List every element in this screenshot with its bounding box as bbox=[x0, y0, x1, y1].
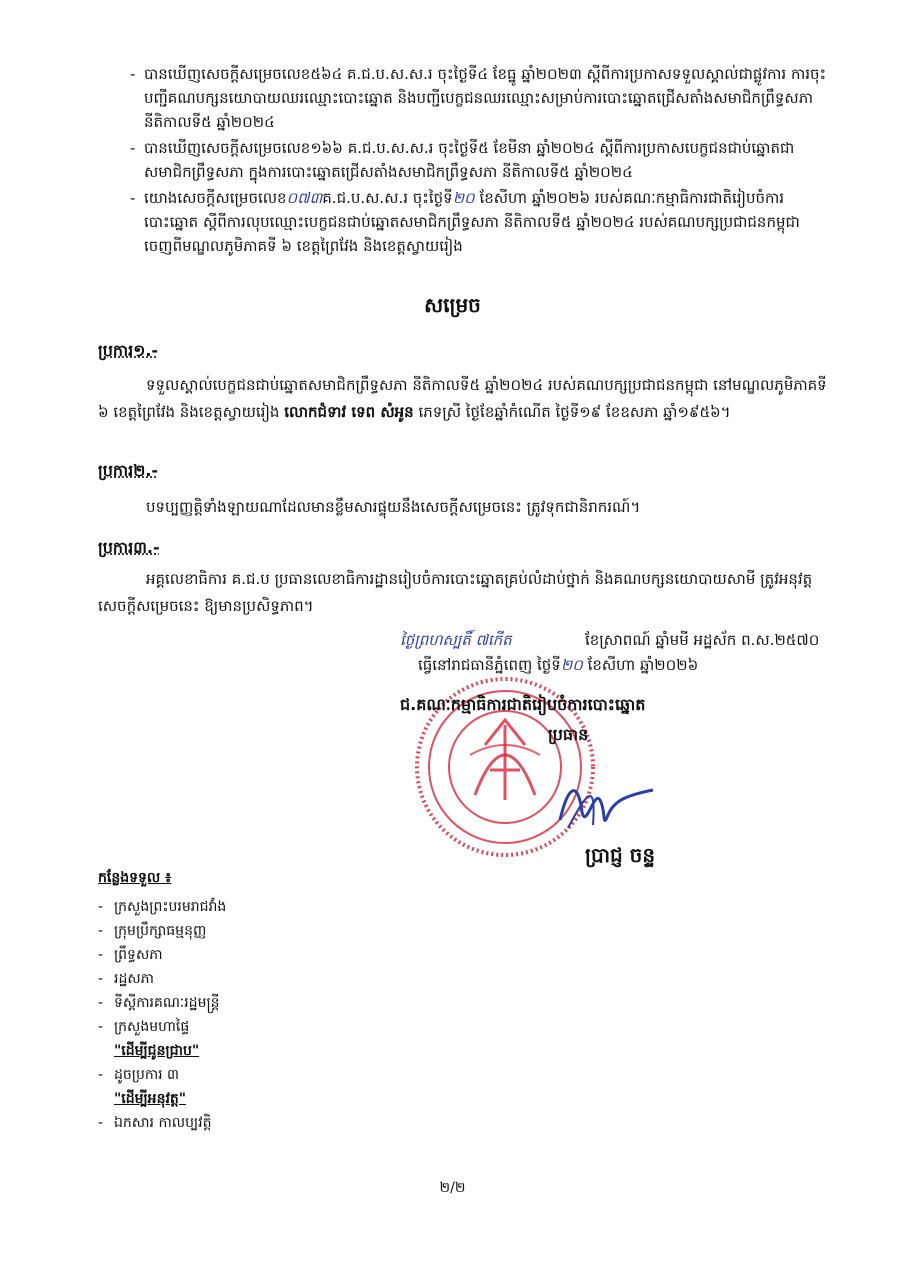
article-1-body: ទទួលស្គាល់បេក្ខជនជាប់ឆ្នោតសមាជិកព្រឹទ្ធសភា នីតិកាលទី៥ ឆ្នាំ២០២៤ របស់គណបក្សប្រជាជនកម្ពុជា នៅមណ្ឌលភូមិភាគទី ៦ ខេត្តព្រៃវែង និងខេត្តស្វាយរៀង លោកជំទាវ ទេព សំអូន ភេទស្រី ថ្ងៃខែឆ្នាំកំណើត ថ្ងៃទី១៩ ខែឧសភា ឆ្នាំ១៩៥៦។ bbox=[98, 376, 827, 421]
preamble-item: - បានឃើញសេចក្ដីសម្រេចលេខ៥៦៤ គ.ជ.ប.ស.ស.រ ចុះថ្ងៃទី៤ ខែធ្នូ ឆ្នាំ២០២៣ ស្ដីពីការប្រកាសទទួលស្គាល់ជាផ្លូវការ ការចុះបញ្ជីគណបក្សនយោបាយឈរឈ្មោះបោះឆ្នោត និងបញ្ជីបេក្ខជនឈរឈ្មោះសម្រាប់ការបោះឆ្នោតជ្រើសតាំងសមាជិកព្រឹទ្ធសភា នីតិកាលទី៥ ឆ្នាំ២០២៤ bbox=[130, 62, 830, 134]
article-1-title: ប្រការ១.- bbox=[98, 341, 159, 360]
preamble-text: បានឃើញសេចក្ដីសម្រេចលេខ១៦៦ គ.ជ.ប.ស.ស.រ ចុះថ្ងៃទី៥ ខែមីនា ឆ្នាំ២០២៤ ស្ដីពីការប្រកាសបេក្ខជនជាប់ឆ្នោតជាសមាជិកព្រឹទ្ធសភា ក្នុងការបោះឆ្នោតជ្រើសតាំងសមាជិកព្រឹទ្ធសភា នីតិកាលទី៥ ឆ្នាំ២០២៤ bbox=[144, 139, 795, 181]
signer-role: ប្រធាន bbox=[548, 725, 589, 744]
list-item: - ក្រសួងព្រះបរមរាជវាំង bbox=[98, 899, 227, 915]
preamble-item: - យោងសេចក្ដីសម្រេចលេខ០៧៣គ.ជ.ប.ស.ស.រ ចុះថ្ងៃទី២០ ខែសីហា ឆ្នាំ២០២៦ របស់គណៈកម្មាធិការជាតិរៀបចំការបោះឆ្នោត ស្ដីពីការលុបឈ្មោះបេក្ខជនជាប់ឆ្នោតសមាជិកព្រឹទ្ធសភា នីតិកាលទី៥ ឆ្នាំ២០២៤ របស់គណបក្សប្រជាជនកម្ពុជា ចេញពីមណ្ឌលភូមិភាគទី ៦ ខេត្តព្រៃវែង និងខេត្តស្វាយរៀង bbox=[130, 186, 830, 258]
list-item-note: "ដើម្បីជូនជ្រាប" bbox=[114, 1043, 200, 1059]
solar-date: ធ្វើនៅរាជធានីភ្នំពេញ ថ្ងៃទី២០ ខែសីហា ឆ្នាំ២០២៦ bbox=[418, 656, 699, 674]
recipients-title: កន្លែងទទួល ៖ bbox=[98, 870, 172, 886]
article-3-title: ប្រការ៣.- bbox=[98, 538, 160, 557]
article-2-title: ប្រការ២.- bbox=[98, 461, 159, 480]
list-item: - ព្រឹទ្ធសភា bbox=[98, 947, 163, 963]
list-item: - រដ្ឋសភា bbox=[98, 971, 154, 987]
list-item-note: "ដើម្បីអនុវត្ត" bbox=[114, 1091, 187, 1107]
lunar-date-handwritten: ថ្ងៃព្រហស្បតិ៍ ៧កើត bbox=[400, 631, 512, 649]
list-item: - ទីស្ដីការគណៈរដ្ឋមន្ត្រី bbox=[98, 995, 220, 1011]
list-item: - ក្រុមប្រឹក្សាធម្មនុញ្ញ bbox=[98, 923, 207, 939]
preamble-text: យោងសេចក្ដីសម្រេចលេខ០៧៣គ.ជ.ប.ស.ស.រ ចុះថ្ងៃទី២០ ខែសីហា ឆ្នាំ២០២៦ របស់គណៈកម្មាធិការជាតិរៀបចំការបោះឆ្នោត ស្ដីពីការលុបឈ្មោះបេក្ខជនជាប់ឆ្នោតសមាជិកព្រឹទ្ធសភា នីតិកាលទី៥ ឆ្នាំ២០២៤ របស់គណបក្សប្រជាជនកម្ពុជា ចេញពីមណ្ឌលភូមិភាគទី ៦ ខេត្តព្រៃវែង និងខេត្តស្វាយរៀង bbox=[144, 189, 800, 255]
article-2-body: បទប្បញ្ញត្តិទាំងឡាយណាដែលមានខ្លឹមសារផ្ទុយនឹងសេចក្ដីសម្រេចនេះ ត្រូវទុកជានិរាករណ៍។ bbox=[146, 498, 641, 516]
signer-title: ជ.គណៈកម្មាធិការជាតិរៀបចំការបោះឆ្នោត bbox=[400, 695, 646, 714]
article-3-body: អគ្គលេខាធិការ គ.ជ.ប ប្រធានលេខាធិការដ្ឋានរៀបចំការបោះឆ្នោតគ្រប់លំដាប់ថ្នាក់ និងគណបក្សនយោបាយសាមី ត្រូវអនុវត្តសេចក្ដីសម្រេចនេះ ឱ្យមានប្រសិទ្ធភាព។ bbox=[98, 570, 813, 615]
list-item: - ដូចប្រការ ៣ bbox=[98, 1067, 180, 1083]
decision-heading: សម្រេច bbox=[424, 293, 481, 317]
lunar-date: ខែស្រាពណ៍ ឆ្នាំមមី អដ្ឋស័ក ព.ស.២៥៧០ bbox=[585, 631, 820, 649]
recipients-list bbox=[98, 868, 226, 1135]
signature-icon bbox=[548, 770, 658, 840]
preamble-list bbox=[130, 62, 830, 260]
date-block bbox=[400, 628, 840, 678]
preamble-item: - បានឃើញសេចក្ដីសម្រេចលេខ១៦៦ គ.ជ.ប.ស.ស.រ ចុះថ្ងៃទី៥ ខែមីនា ឆ្នាំ២០២៤ ស្ដីពីការប្រកាសបេក្ខជនជាប់ឆ្នោតជាសមាជិកព្រឹទ្ធសភា ក្នុងការបោះឆ្នោតជ្រើសតាំងសមាជិកព្រឹទ្ធសភា នីតិកាលទី៥ ឆ្នាំ២០២៤ bbox=[130, 136, 830, 184]
list-item: - ក្រសួងមហាផ្ទៃ bbox=[98, 1019, 190, 1035]
list-item: - ឯកសារ កាលប្បវត្តិ bbox=[98, 1115, 212, 1131]
candidate-name: លោកជំទាវ ទេព សំអូន bbox=[284, 403, 414, 421]
handwritten-number: ០៧៣ bbox=[286, 189, 323, 207]
preamble-text: បានឃើញសេចក្ដីសម្រេចលេខ៥៦៤ គ.ជ.ប.ស.ស.រ ចុះថ្ងៃទី៤ ខែធ្នូ ឆ្នាំ២០២៣ ស្ដីពីការប្រកាសទទួលស្គាល់ជាផ្លូវការ ការចុះបញ្ជីគណបក្សនយោបាយឈរឈ្មោះបោះឆ្នោត និងបញ្ជីបេក្ខជនឈរឈ្មោះសម្រាប់ការបោះឆ្នោតជ្រើសតាំងសមាជិកព្រឹទ្ធសភា នីតិកាលទី៥ ឆ្នាំ២០២៤ bbox=[144, 65, 827, 131]
page-number: ២/២ bbox=[439, 1180, 466, 1196]
handwritten-day: ២០ bbox=[452, 189, 475, 207]
signer-name: ប្រាជ្ញ ចន្ទ bbox=[585, 843, 656, 867]
